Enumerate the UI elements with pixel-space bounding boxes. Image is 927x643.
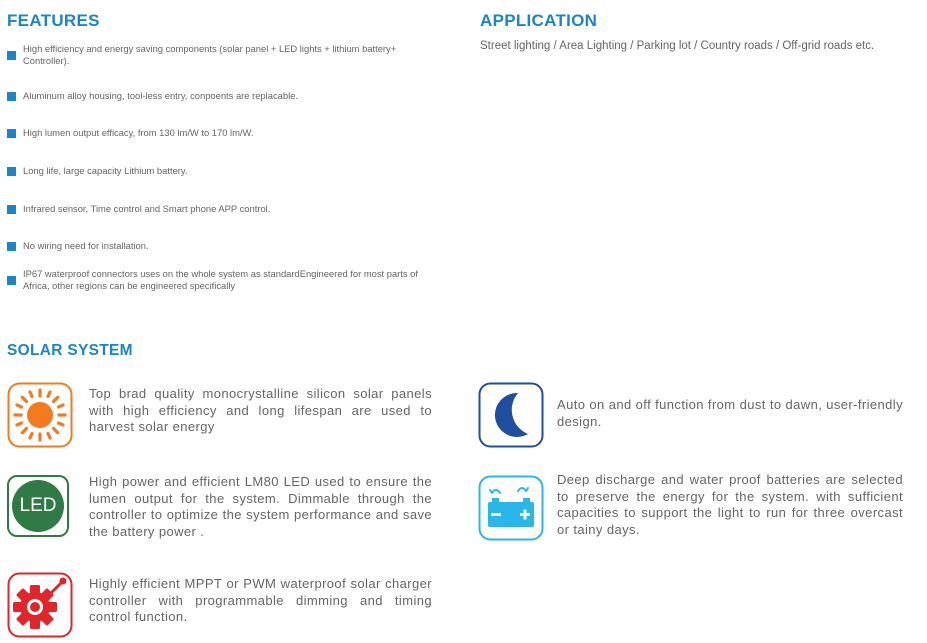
bullet-square-icon (7, 92, 16, 101)
feature-text: Long life, large capacity Lithium battery. (23, 165, 188, 176)
feature-item (7, 43, 427, 67)
feature-text: No wiring need for installation. (23, 240, 149, 251)
battery-icon (478, 475, 544, 541)
feature-item (7, 90, 427, 102)
feature-text: High efficiency and energy saving components (solar panel + LED lights + lithium battery+ Controller). (23, 43, 397, 66)
bullet-square-icon (7, 167, 16, 176)
sun-icon (7, 382, 73, 448)
feature-item (7, 165, 427, 177)
bullet-square-icon (7, 51, 16, 60)
application-text: Street lighting / Area Lighting / Parking lot / Country roads / Off-grid roads etc. (480, 40, 875, 52)
solar-panel-text: Top brad quality monocrystalline silicon solar panels with high efficiency and long lifespan are used to harvest solar energy (89, 386, 432, 434)
dusk-to-dawn-text: Auto on and off function from dust to dawn, user-friendly design. (557, 397, 903, 429)
feature-text: High lumen output efficacy, from 130 lm/W to 170 lm/W. (23, 127, 254, 138)
solar-system-heading: SOLAR SYSTEM (7, 342, 133, 359)
led-text: High power and efficient LM80 LED used to ensure the lumen output for the system. Dimmable through the controller to optimize the system performance and save the battery power . (89, 474, 432, 539)
feature-text: Infrared sensor, Time control and Smart phone APP control. (23, 203, 271, 214)
feature-item (7, 203, 427, 215)
application-heading: APPLICATION (480, 11, 598, 30)
feature-text: Aluminum alloy housing, tool-less entry, conpoents are replacable. (23, 90, 298, 101)
led-icon (7, 475, 69, 537)
moon-icon (478, 382, 544, 448)
feature-item (7, 240, 427, 252)
bullet-square-icon (7, 205, 16, 214)
bullet-square-icon (7, 276, 16, 285)
feature-text: IP67 waterproof connectors uses on the whole system as standardEngineered for most parts of Africa, other regions can be engineered specifically (23, 268, 419, 291)
feature-item (7, 268, 427, 292)
bullet-square-icon (7, 242, 16, 251)
battery-text: Deep discharge and water proof batteries are selected to preserve the energy for the system. with sufficient capacities to support the light to run for three overcast or tainy days. (557, 472, 903, 537)
gear-icon (7, 572, 73, 638)
features-heading: FEATURES (7, 11, 100, 30)
feature-item (7, 127, 427, 139)
controller-text: Highly efficient MPPT or PWM waterproof solar charger controller with programmable dimming and timing control function. (89, 576, 432, 624)
bullet-square-icon (7, 129, 16, 138)
led-icon-label: LED (12, 480, 64, 532)
